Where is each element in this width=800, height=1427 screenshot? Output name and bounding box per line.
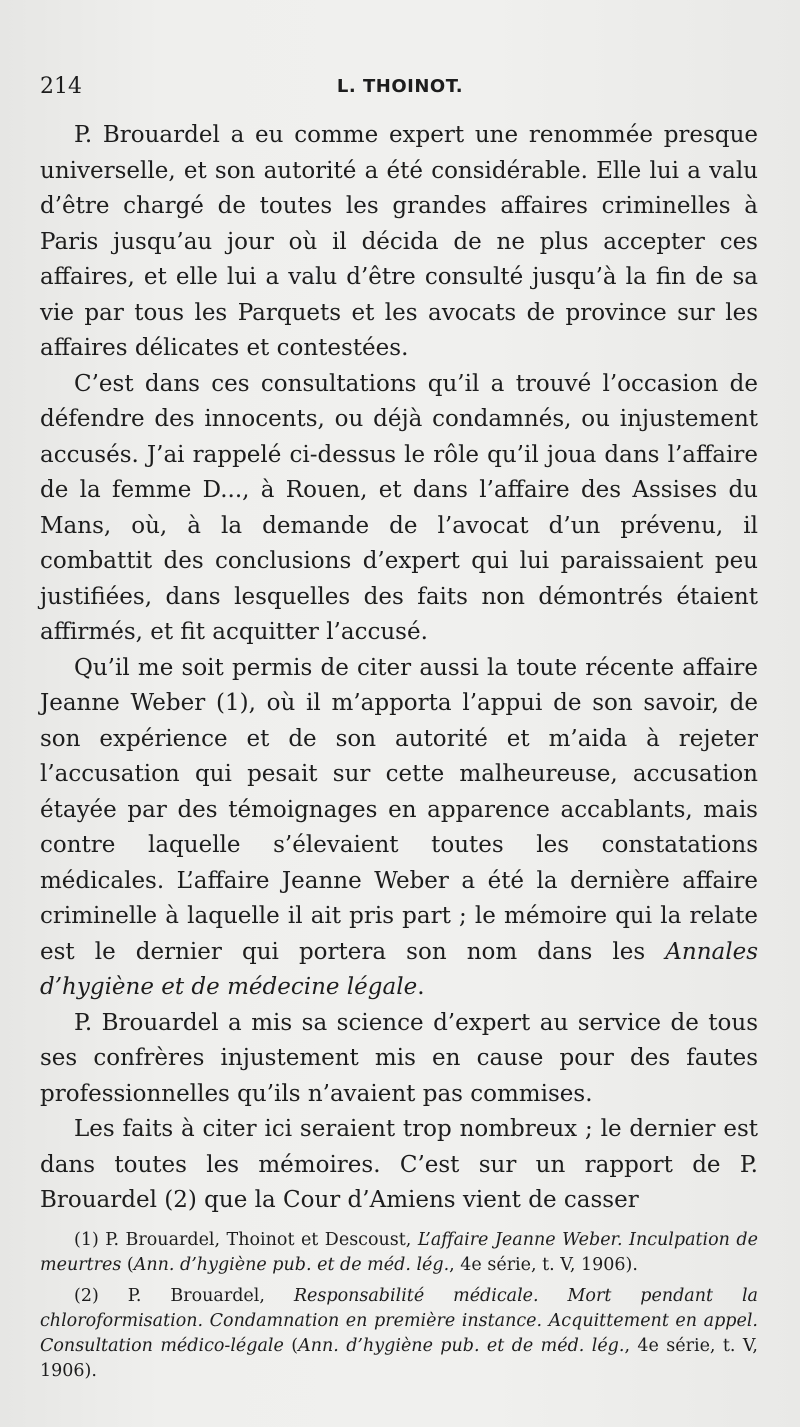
- footnote-2-mid: (: [283, 1336, 299, 1356]
- body-text: [40, 118, 758, 1219]
- footnote-2: [40, 1284, 758, 1384]
- page-number: 214: [40, 74, 82, 99]
- footnote-1: [40, 1228, 758, 1278]
- footnote-2-pre: (2) P. Brouardel,: [74, 1286, 294, 1306]
- footnote-1-post: , 4e série, t. V, 1906).: [449, 1255, 638, 1275]
- running-head: L. THOINOT.: [336, 76, 464, 97]
- paragraph-1: P. Brouardel a eu comme expert une renommée presque universelle, et son autorité a été considérable. Elle lui a valu d’être chargé de toutes les grandes affaires criminelles à Paris jusqu’au jour où il décida de ne plus accepter ces affaires, et elle lui a valu d’être consulté jusqu’à la fin de sa vie par tous les Parquets et les avocats de province sur les affaires délicates et contestées.: [40, 122, 758, 361]
- paragraph-4: P. Brouardel a mis sa science d’expert au service de tous ses confrères injustement mis en cause pour des fautes professionnelles qu’ils n’avaient pas commises.: [40, 1009, 758, 1107]
- paragraph-3-end: .: [417, 974, 425, 1000]
- page-header: [40, 74, 760, 104]
- footnote-1-mid: (: [121, 1255, 134, 1275]
- paragraph-5: Les faits à citer ici seraient trop nombreux ; le dernier est dans toutes les mémoires. C’est sur un rapport de P. Brouardel (2) que la Cour d’Amiens vient de casser: [40, 1116, 758, 1213]
- paragraph-2: C’est dans ces consultations qu’il a trouvé l’occasion de défendre des innocents, ou déjà condamnés, ou injustement accusés. J’ai rappelé ci-dessus le rôle qu’il joua dans l’affaire de la femme D..., à Rouen, et dans l’affaire des Assises du Mans, où, à la demande de l’avocat d’un prévenu, il combattit des conclusions d’expert qui lui paraissaient peu justifiées, dans lesquelles des faits non démontrés étaient affirmés, et fit acquitter l’accusé.: [40, 370, 758, 645]
- footnote-1-title: L’affaire Jeanne Weber. Inculpation de meurtres: [40, 1230, 758, 1275]
- footnote-1-pre: (1) P. Brouardel, Thoinot et Descoust,: [74, 1230, 418, 1250]
- footnote-2-title: Responsabilité médicale. Mort pendant la chloroformisation. Condamnation en première instance. Acquittement en appel. Consultation médico-légale: [40, 1286, 758, 1356]
- footnote-2-post: , 4e série, t. V, 1906).: [40, 1336, 758, 1381]
- paragraph-3: [40, 651, 758, 1006]
- paragraph-3-text: Qu’il me soit permis de citer aussi la toute récente affaire Jeanne Weber (1), où il m’apporta l’appui de son savoir, de son expérience et de son autorité et m’aida à rejeter l’accusation qui pesait sur cette malheureuse, accusation étayée par des témoignages en apparence accablants, mais contre laquelle s’élevaient toutes les constatations médicales. L’affaire Jeanne Weber a été la dernière affaire criminelle à laquelle il ait pris part ; le mémoire qui la relate est le dernier qui portera son nom dans les: [40, 654, 758, 965]
- footnote-1-journal: Ann. d’hygiène pub. et de méd. lég.: [133, 1255, 450, 1275]
- footnotes: [40, 1228, 758, 1390]
- journal-title: Annales d’hygiène et de médecine légale: [40, 938, 758, 1000]
- footnote-2-journal: Ann. d’hygiène pub. et de méd. lég.: [298, 1336, 625, 1356]
